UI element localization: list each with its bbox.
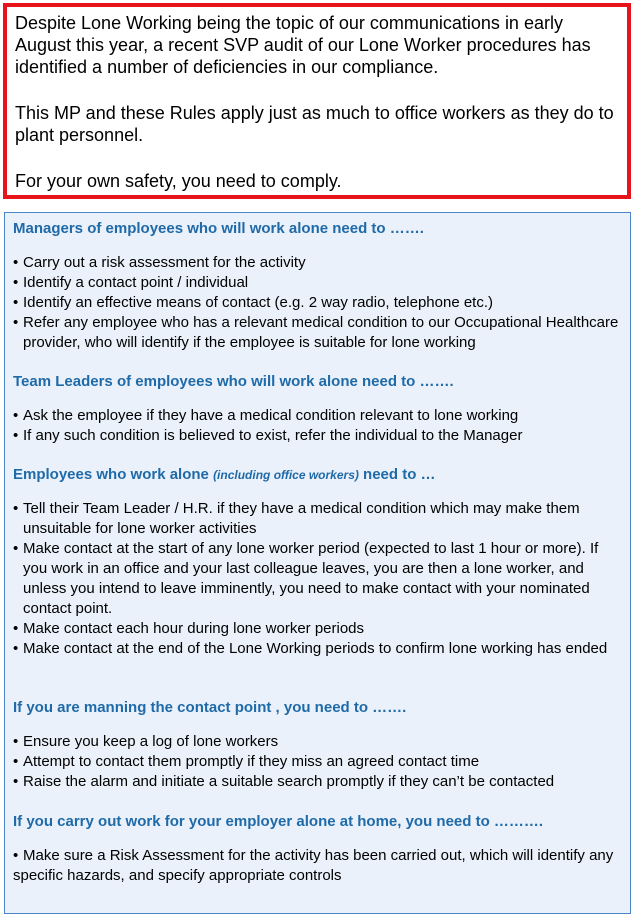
heading-note: (including office workers): [213, 468, 359, 482]
list-item: • Make contact at the end of the Lone Working periods to confirm lone working has ended: [13, 639, 620, 659]
list-item: • Raise the alarm and initiate a suitable search promptly if they can’t be contacted: [13, 772, 620, 792]
heading-text: Employees who work alone: [13, 466, 214, 483]
section-heading-employees: [13, 466, 436, 484]
list-item: • Identify a contact point / individual: [13, 273, 620, 293]
section-heading-managers: Managers of employees who will work alone need to …….: [13, 220, 424, 237]
list-item: • Make contact at the start of any lone worker period (expected to last 1 hour or more). If you work in an office and your last colleague leaves, you are then a lone worker, and unless you intend to leave imminently, you need to make contact with your nominated contact point.: [13, 539, 620, 619]
list-item: • Identify an effective means of contact (e.g. 2 way radio, telephone etc.): [13, 293, 620, 313]
notice-paragraph-comply: For your own safety, you need to comply.: [15, 171, 342, 191]
compliance-notice: [3, 3, 631, 199]
list-item: • Carry out a risk assessment for the activity: [13, 253, 620, 273]
section-heading-team-leaders: Team Leaders of employees who will work alone need to …….: [13, 373, 454, 390]
list-item: • Ask the employee if they have a medical condition relevant to lone working: [13, 406, 620, 426]
section-heading-contact-point: If you are manning the contact point , you need to …….: [13, 699, 407, 716]
heading-text: need to …: [358, 466, 436, 483]
section-heading-home-working: If you carry out work for your employer alone at home, you need to ……….: [13, 813, 544, 830]
list-item: • Attempt to contact them promptly if they miss an agreed contact time: [13, 752, 620, 772]
notice-paragraph-audit: Despite Lone Working being the topic of our communications in early August this year, a recent SVP audit of our Lone Worker procedures has identified a number of deficiencies in our compliance.: [15, 13, 591, 77]
lone-working-guidance-panel: [4, 212, 631, 914]
list-item: • Ensure you keep a log of lone workers: [13, 732, 620, 752]
list-item: • Refer any employee who has a relevant medical condition to our Occupational Healthcare provider, who will identify if the employee is suitable for lone working: [13, 313, 620, 353]
list-item: • If any such condition is believed to exist, refer the individual to the Manager: [13, 426, 620, 446]
list-item: • Make contact each hour during lone worker periods: [13, 619, 620, 639]
list-item: • Make sure a Risk Assessment for the activity has been carried out, which will identify any specific hazards, and specify appropriate controls: [13, 846, 620, 886]
notice-paragraph-scope: This MP and these Rules apply just as much to office workers as they do to plant personnel.: [15, 103, 614, 145]
list-item: • Tell their Team Leader / H.R. if they have a medical condition which may make them unsuitable for lone worker activities: [13, 499, 620, 539]
